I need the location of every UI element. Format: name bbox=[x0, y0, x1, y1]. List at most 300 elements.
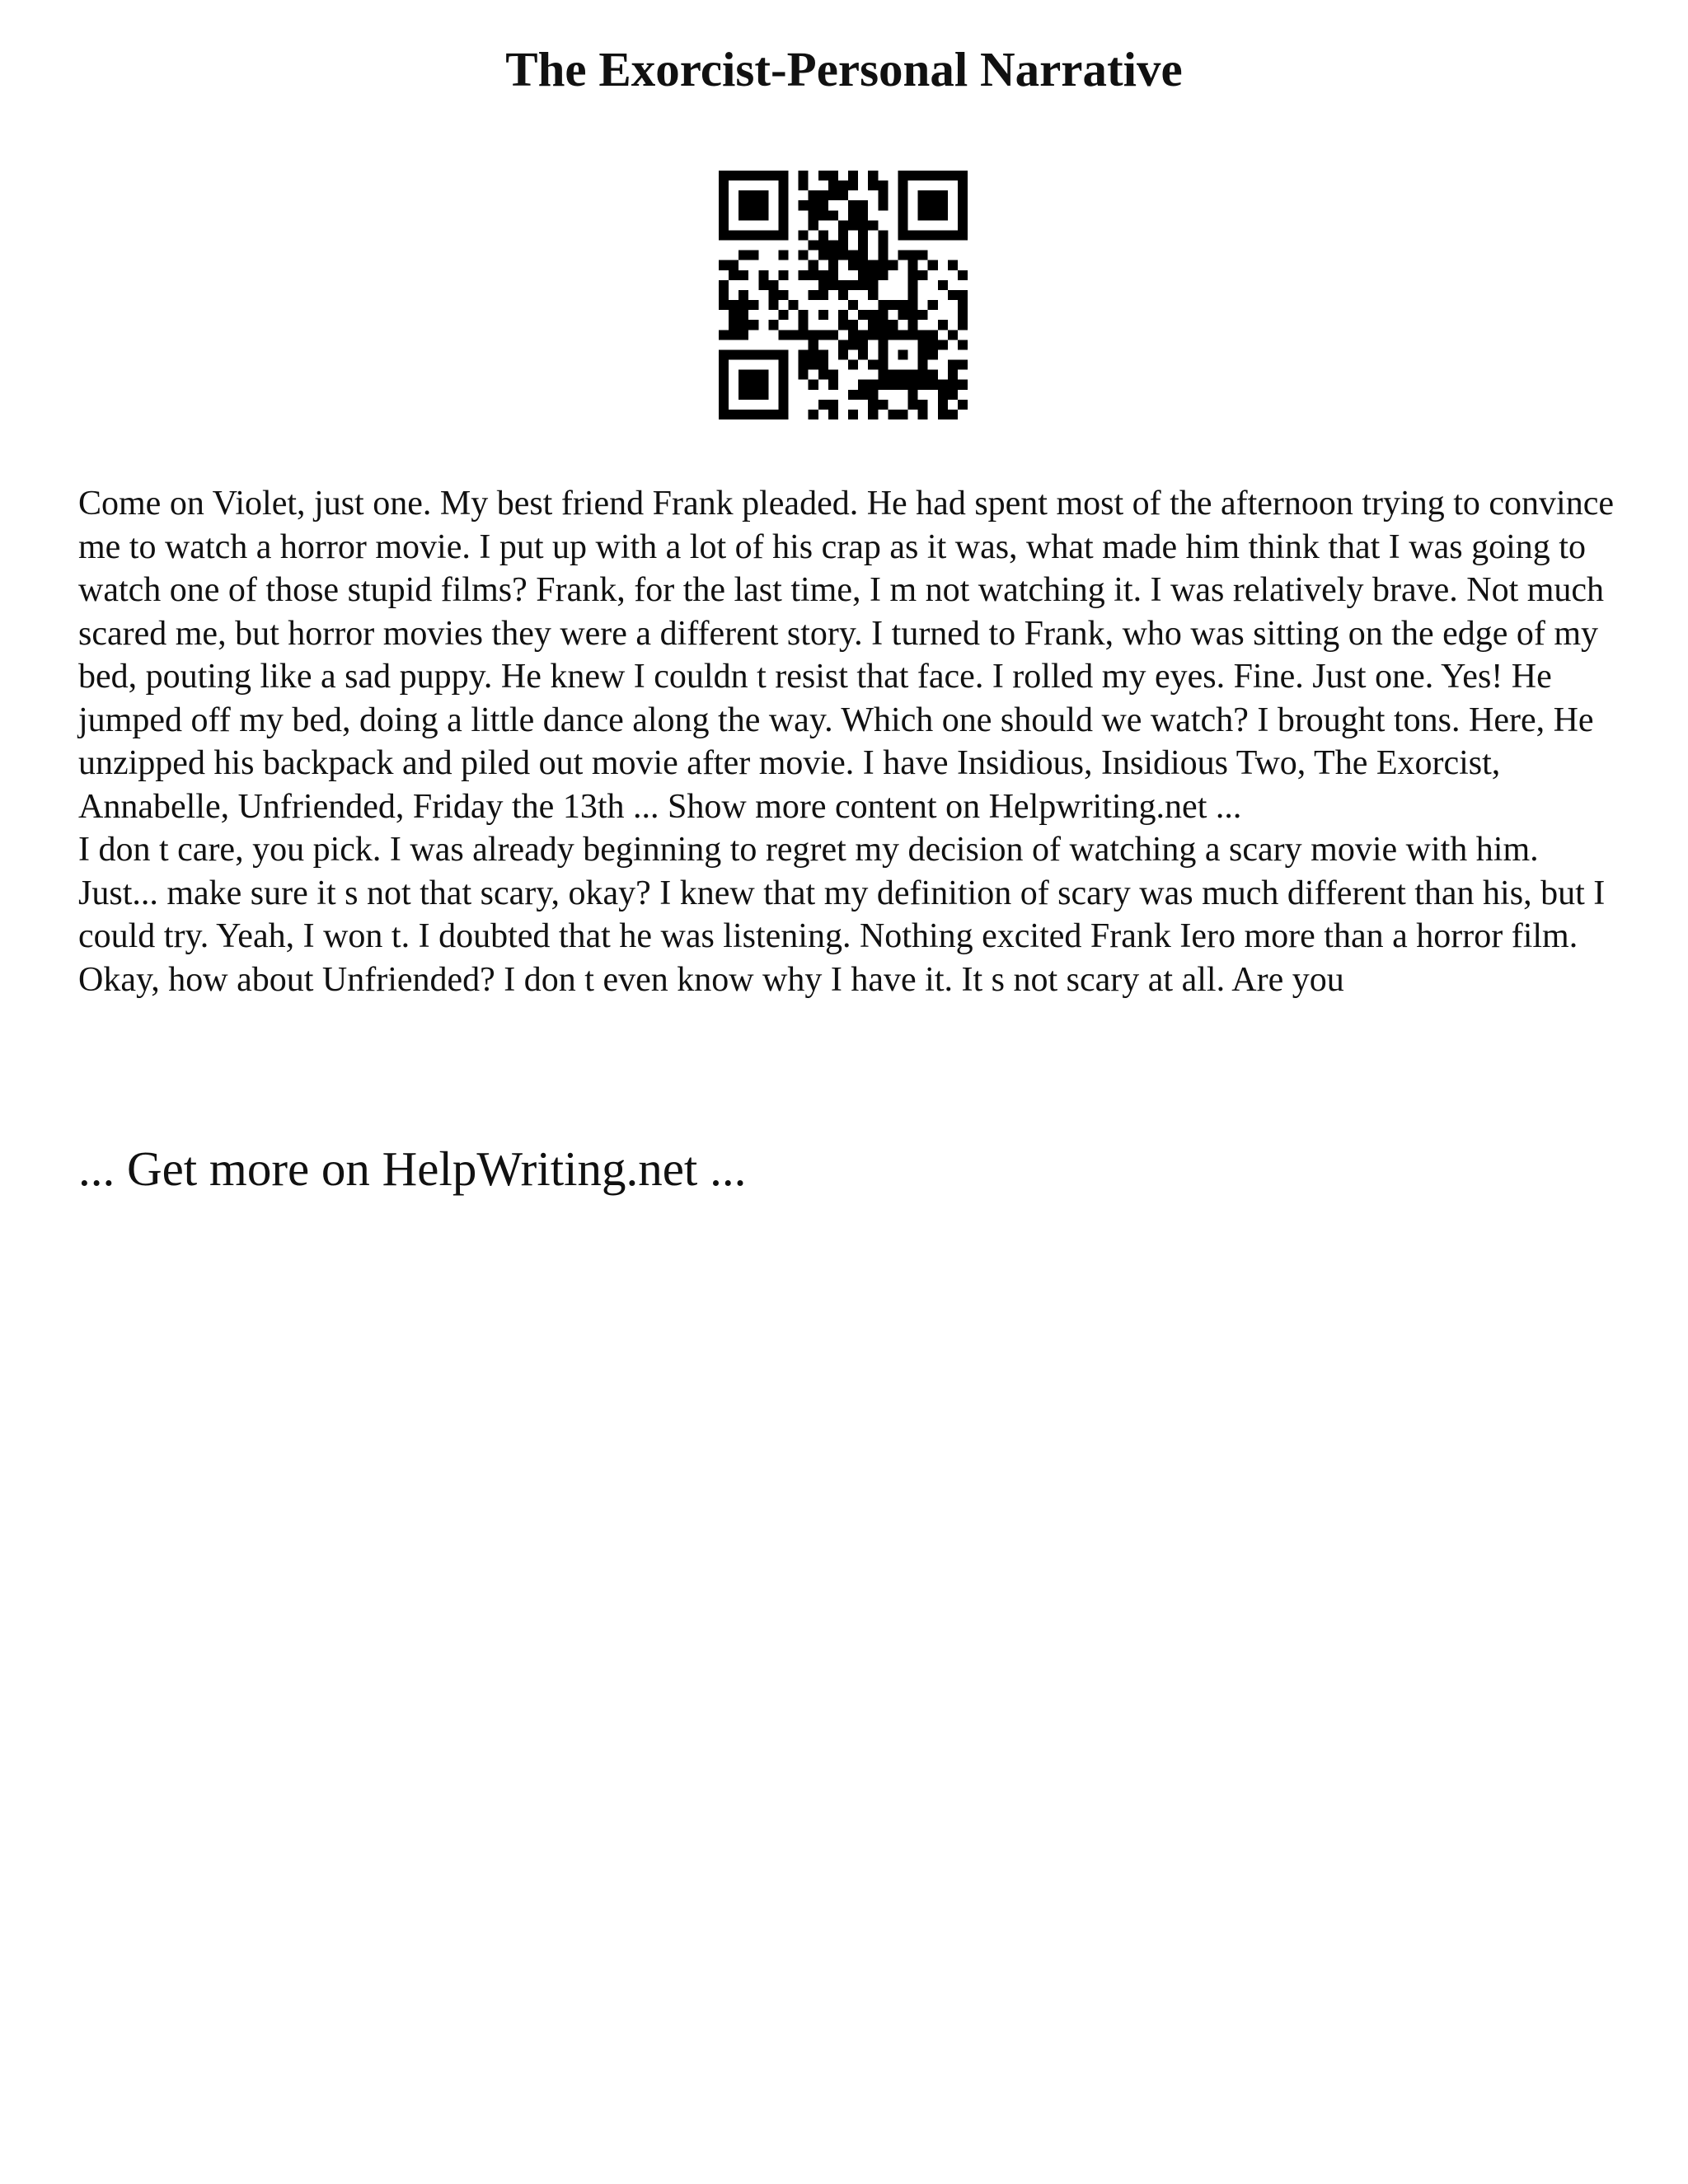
qr-module bbox=[768, 320, 778, 330]
qr-module bbox=[778, 220, 788, 230]
qr-module bbox=[758, 390, 768, 400]
qr-module bbox=[878, 190, 888, 200]
qr-module bbox=[878, 380, 888, 390]
qr-module bbox=[729, 300, 738, 310]
qr-module bbox=[778, 251, 788, 260]
qr-module bbox=[868, 410, 878, 419]
qr-module bbox=[738, 190, 748, 200]
qr-module bbox=[799, 230, 809, 240]
qr-module bbox=[838, 310, 848, 320]
qr-module bbox=[778, 310, 788, 320]
qr-module bbox=[958, 340, 968, 349]
qr-module bbox=[898, 251, 907, 260]
qr-module bbox=[848, 320, 858, 330]
qr-module bbox=[738, 320, 748, 330]
qr-module bbox=[818, 210, 828, 220]
qr-module bbox=[868, 280, 878, 290]
qr-module bbox=[818, 349, 828, 359]
qr-module bbox=[878, 300, 888, 310]
qr-module bbox=[868, 390, 878, 400]
qr-module bbox=[799, 320, 809, 330]
qr-module bbox=[838, 290, 848, 300]
qr-module bbox=[799, 330, 809, 340]
qr-module bbox=[799, 370, 809, 380]
qr-module bbox=[738, 410, 748, 419]
qr-module bbox=[918, 190, 928, 200]
qr-module bbox=[948, 410, 958, 419]
qr-module bbox=[818, 370, 828, 380]
qr-module bbox=[918, 410, 928, 419]
qr-module bbox=[778, 270, 788, 280]
qr-module bbox=[848, 340, 858, 349]
qr-module bbox=[719, 210, 729, 220]
qr-module bbox=[778, 330, 788, 340]
qr-module bbox=[758, 230, 768, 240]
qr-module bbox=[799, 349, 809, 359]
qr-module bbox=[748, 200, 758, 210]
qr-module bbox=[958, 190, 968, 200]
qr-module bbox=[799, 251, 809, 260]
qr-module bbox=[858, 340, 868, 349]
qr-module bbox=[898, 180, 907, 190]
qr-module bbox=[908, 320, 918, 330]
qr-module bbox=[898, 220, 907, 230]
qr-module bbox=[768, 300, 778, 310]
qr-module bbox=[778, 370, 788, 380]
qr-module bbox=[818, 230, 828, 240]
qr-module bbox=[748, 251, 758, 260]
qr-module bbox=[918, 349, 928, 359]
qr-module bbox=[908, 390, 918, 400]
qr-module bbox=[748, 300, 758, 310]
qr-module bbox=[868, 320, 878, 330]
qr-module bbox=[928, 230, 938, 240]
qr-module bbox=[809, 220, 818, 230]
qr-module bbox=[809, 200, 818, 210]
qr-module bbox=[858, 210, 868, 220]
qr-module bbox=[868, 330, 878, 340]
qr-module bbox=[908, 310, 918, 320]
qr-module bbox=[848, 300, 858, 310]
qr-module bbox=[858, 230, 868, 240]
qr-module bbox=[758, 200, 768, 210]
qr-module bbox=[828, 210, 838, 220]
qr-module bbox=[838, 241, 848, 251]
qr-module bbox=[719, 180, 729, 190]
qr-module bbox=[758, 410, 768, 419]
qr-module bbox=[948, 330, 958, 340]
qr-module bbox=[809, 241, 818, 251]
qr-module bbox=[778, 190, 788, 200]
qr-module bbox=[858, 260, 868, 270]
qr-module bbox=[818, 270, 828, 280]
qr-module bbox=[738, 390, 748, 400]
qr-module bbox=[809, 260, 818, 270]
qr-module bbox=[948, 370, 958, 380]
qr-module bbox=[809, 270, 818, 280]
qr-module bbox=[809, 380, 818, 390]
qr-module bbox=[748, 320, 758, 330]
qr-module bbox=[748, 410, 758, 419]
qr-module bbox=[848, 410, 858, 419]
document-title: The Exorcist-Personal Narrative bbox=[505, 42, 1183, 96]
qr-module bbox=[719, 370, 729, 380]
qr-module bbox=[758, 370, 768, 380]
qr-module bbox=[738, 300, 748, 310]
qr-module bbox=[758, 349, 768, 359]
qr-module bbox=[828, 260, 838, 270]
qr-module bbox=[858, 390, 868, 400]
get-more-link[interactable]: ... Get more on HelpWriting.net ... bbox=[78, 1141, 747, 1196]
qr-module bbox=[778, 290, 788, 300]
qr-module bbox=[809, 340, 818, 349]
qr-module bbox=[918, 380, 928, 390]
qr-module bbox=[738, 310, 748, 320]
qr-module bbox=[958, 380, 968, 390]
qr-module bbox=[818, 241, 828, 251]
qr-module bbox=[768, 230, 778, 240]
qr-module bbox=[898, 190, 907, 200]
qr-module bbox=[898, 230, 907, 240]
qr-module bbox=[958, 220, 968, 230]
qr-module bbox=[719, 330, 729, 340]
qr-module bbox=[868, 310, 878, 320]
qr-module bbox=[878, 320, 888, 330]
qr-module bbox=[918, 230, 928, 240]
qr-module bbox=[958, 290, 968, 300]
qr-module bbox=[898, 310, 907, 320]
qr-module bbox=[878, 270, 888, 280]
qr-module bbox=[958, 230, 968, 240]
qr-module bbox=[938, 400, 948, 410]
body-text bbox=[78, 482, 1620, 1001]
qr-module bbox=[878, 230, 888, 240]
qr-module bbox=[938, 190, 948, 200]
qr-module bbox=[848, 330, 858, 340]
qr-module bbox=[898, 330, 907, 340]
qr-module bbox=[858, 349, 868, 359]
qr-module bbox=[818, 171, 828, 180]
qr-module bbox=[729, 270, 738, 280]
qr-module bbox=[948, 390, 958, 400]
qr-module bbox=[729, 320, 738, 330]
qr-module bbox=[868, 380, 878, 390]
qr-module bbox=[888, 300, 898, 310]
qr-module bbox=[868, 270, 878, 280]
qr-module bbox=[809, 190, 818, 200]
qr-module bbox=[758, 171, 768, 180]
qr-module bbox=[778, 400, 788, 410]
qr-module bbox=[848, 200, 858, 210]
qr-module bbox=[868, 220, 878, 230]
qr-module bbox=[778, 230, 788, 240]
qr-module bbox=[918, 360, 928, 370]
qr-module bbox=[818, 251, 828, 260]
qr-module bbox=[758, 210, 768, 220]
qr-module bbox=[908, 270, 918, 280]
qr-module bbox=[748, 390, 758, 400]
qr-module bbox=[938, 410, 948, 419]
qr-module bbox=[789, 330, 799, 340]
qr-module bbox=[748, 230, 758, 240]
qr-module bbox=[868, 360, 878, 370]
qr-module bbox=[858, 280, 868, 290]
qr-module bbox=[719, 220, 729, 230]
qr-module bbox=[719, 390, 729, 400]
qr-module bbox=[719, 360, 729, 370]
qr-module bbox=[918, 270, 928, 280]
qr-module bbox=[928, 370, 938, 380]
qr-module bbox=[778, 410, 788, 419]
qr-module bbox=[848, 220, 858, 230]
qr-module bbox=[768, 171, 778, 180]
qr-module bbox=[918, 200, 928, 210]
qr-module bbox=[748, 370, 758, 380]
qr-module bbox=[748, 349, 758, 359]
qr-module bbox=[958, 200, 968, 210]
qr-module bbox=[818, 360, 828, 370]
qr-module bbox=[958, 400, 968, 410]
qr-module bbox=[908, 260, 918, 270]
qr-module bbox=[828, 400, 838, 410]
qr-module bbox=[838, 230, 848, 240]
qr-module bbox=[898, 210, 907, 220]
qr-module bbox=[738, 380, 748, 390]
qr-module bbox=[858, 330, 868, 340]
qr-module bbox=[918, 310, 928, 320]
qr-module bbox=[868, 400, 878, 410]
qr-module bbox=[799, 360, 809, 370]
qr-module bbox=[858, 241, 868, 251]
qr-module bbox=[898, 200, 907, 210]
qr-module bbox=[858, 220, 868, 230]
qr-module bbox=[958, 270, 968, 280]
qr-module bbox=[948, 360, 958, 370]
qr-module bbox=[958, 320, 968, 330]
qr-module bbox=[958, 210, 968, 220]
qr-module bbox=[918, 251, 928, 260]
qr-module bbox=[838, 180, 848, 190]
qr-module bbox=[898, 349, 907, 359]
qr-module bbox=[908, 230, 918, 240]
qr-module bbox=[958, 171, 968, 180]
qr-module bbox=[809, 410, 818, 419]
qr-module bbox=[738, 210, 748, 220]
qr-module bbox=[719, 260, 729, 270]
qr-module bbox=[719, 410, 729, 419]
paragraph-1: Come on Violet, just one. My best friend Frank pleaded. He had spent most of the afternoon trying to convince me to watch a horror movie. I put up with a lot of his crap as it was, what made him think that I was going to watch one of those stupid films? Frank, for the last time, I m not watching it. I was relatively brave. Not much scared me, but horror movies they were a different story. I turned to Frank, who was sitting on the edge of my bed, pouting like a sad puppy. He knew I couldn t resist that face. I rolled my eyes. Fine. Just one. Yes! He jumped off my bed, doing a little dance along the way. Which one should we watch? I brought tons. Here, He unzipped his backpack and piled out movie after movie. I have Insidious, Insidious Two, The Exorcist, Annabelle, Unfriended, Friday the 13th ... Show more content on Helpwriting.net ... bbox=[78, 485, 1614, 826]
qr-module bbox=[778, 200, 788, 210]
qr-module bbox=[938, 171, 948, 180]
qr-module bbox=[888, 330, 898, 340]
qr-module bbox=[928, 171, 938, 180]
qr-module bbox=[729, 260, 738, 270]
qr-module bbox=[838, 220, 848, 230]
qr-module bbox=[748, 171, 758, 180]
qr-module bbox=[898, 171, 907, 180]
qr-module bbox=[868, 171, 878, 180]
qr-module bbox=[878, 180, 888, 190]
qr-module bbox=[748, 380, 758, 390]
qr-module bbox=[918, 210, 928, 220]
qr-module bbox=[878, 340, 888, 349]
qr-module bbox=[958, 310, 968, 320]
qr-module bbox=[878, 360, 888, 370]
qr-module bbox=[878, 349, 888, 359]
qr-module bbox=[828, 370, 838, 380]
qr-module bbox=[758, 270, 768, 280]
qr-module bbox=[719, 290, 729, 300]
qr-module bbox=[938, 210, 948, 220]
qr-module bbox=[848, 260, 858, 270]
qr-module bbox=[828, 251, 838, 260]
qr-module bbox=[799, 310, 809, 320]
qr-module bbox=[738, 200, 748, 210]
qr-module bbox=[868, 180, 878, 190]
qr-module bbox=[898, 300, 907, 310]
qr-module bbox=[948, 290, 958, 300]
qr-module bbox=[908, 330, 918, 340]
qr-module bbox=[918, 370, 928, 380]
qr-module bbox=[878, 400, 888, 410]
qr-module bbox=[738, 171, 748, 180]
qr-module bbox=[719, 380, 729, 390]
qr-module bbox=[868, 260, 878, 270]
qr-module bbox=[758, 190, 768, 200]
qr-module bbox=[848, 251, 858, 260]
qr-module bbox=[878, 200, 888, 210]
qr-module bbox=[948, 230, 958, 240]
qr-module bbox=[778, 390, 788, 400]
qr-module bbox=[878, 260, 888, 270]
qr-module bbox=[938, 380, 948, 390]
qr-module bbox=[888, 320, 898, 330]
qr-module bbox=[768, 410, 778, 419]
qr-module bbox=[948, 260, 958, 270]
qr-module bbox=[809, 330, 818, 340]
qr-module bbox=[719, 171, 729, 180]
qr-module bbox=[928, 349, 938, 359]
qr-module bbox=[738, 251, 748, 260]
qr-module bbox=[928, 190, 938, 200]
qr-module bbox=[729, 349, 738, 359]
qr-module bbox=[888, 410, 898, 419]
qr-module bbox=[888, 380, 898, 390]
qr-module bbox=[848, 171, 858, 180]
qr-module bbox=[738, 370, 748, 380]
qr-module bbox=[799, 200, 809, 210]
qr-module bbox=[878, 310, 888, 320]
qr-module bbox=[878, 330, 888, 340]
paragraph-2: I don t care, you pick. I was already beginning to regret my decision of watching a scary movie with him. Just... make sure it s not that scary, okay? I knew that my definition of scary was much different than his, but I could try. Yeah, I won t. I doubted that he was listening. Nothing excited Frank Iero more than a horror film. Okay, how about Unfriended? I don t even know why I have it. It s not scary at all. Are you bbox=[78, 831, 1606, 999]
qr-module bbox=[828, 270, 838, 280]
qr-module bbox=[748, 190, 758, 200]
qr-module bbox=[799, 270, 809, 280]
qr-module bbox=[858, 380, 868, 390]
qr-module bbox=[908, 251, 918, 260]
qr-module bbox=[898, 410, 907, 419]
qr-module bbox=[878, 241, 888, 251]
qr-module bbox=[838, 251, 848, 260]
qr-module bbox=[868, 290, 878, 300]
qr-module bbox=[918, 330, 928, 340]
qr-module bbox=[858, 310, 868, 320]
qr-module bbox=[928, 340, 938, 349]
qr-module bbox=[729, 330, 738, 340]
qr-module bbox=[888, 370, 898, 380]
qr-module bbox=[729, 310, 738, 320]
qr-module bbox=[809, 349, 818, 359]
qr-module bbox=[778, 171, 788, 180]
qr-module bbox=[928, 380, 938, 390]
qr-module bbox=[818, 330, 828, 340]
qr-module bbox=[778, 380, 788, 390]
qr-module bbox=[729, 171, 738, 180]
qr-module bbox=[918, 171, 928, 180]
qr-module bbox=[818, 290, 828, 300]
qr-module bbox=[778, 349, 788, 359]
qr-module bbox=[898, 370, 907, 380]
qr-module bbox=[958, 300, 968, 310]
qr-module bbox=[799, 171, 809, 180]
qr-module bbox=[938, 320, 948, 330]
qr-code-icon[interactable] bbox=[719, 171, 968, 419]
qr-module bbox=[838, 190, 848, 200]
qr-module bbox=[719, 300, 729, 310]
qr-module bbox=[898, 380, 907, 390]
qr-module bbox=[928, 260, 938, 270]
qr-module bbox=[938, 200, 948, 210]
qr-module bbox=[948, 171, 958, 180]
qr-module bbox=[828, 190, 838, 200]
qr-module bbox=[888, 260, 898, 270]
qr-module bbox=[848, 360, 858, 370]
qr-module bbox=[778, 210, 788, 220]
qr-module bbox=[738, 270, 748, 280]
qr-module bbox=[908, 300, 918, 310]
qr-module bbox=[818, 400, 828, 410]
qr-module bbox=[738, 349, 748, 359]
qr-module bbox=[789, 300, 799, 310]
qr-module bbox=[719, 400, 729, 410]
qr-module bbox=[848, 210, 858, 220]
qr-module bbox=[818, 190, 828, 200]
qr-module bbox=[818, 310, 828, 320]
qr-module bbox=[809, 210, 818, 220]
qr-module bbox=[778, 360, 788, 370]
qr-module bbox=[908, 290, 918, 300]
qr-module bbox=[828, 280, 838, 290]
qr-module bbox=[809, 290, 818, 300]
qr-module bbox=[938, 340, 948, 349]
qr-module bbox=[768, 290, 778, 300]
qr-module bbox=[758, 380, 768, 390]
qr-module bbox=[908, 370, 918, 380]
qr-module bbox=[768, 349, 778, 359]
qr-module bbox=[828, 241, 838, 251]
qr-module bbox=[878, 251, 888, 260]
qr-module bbox=[748, 210, 758, 220]
qr-module bbox=[908, 380, 918, 390]
qr-module bbox=[778, 180, 788, 190]
qr-module bbox=[738, 330, 748, 340]
qr-module bbox=[738, 290, 748, 300]
qr-module bbox=[928, 330, 938, 340]
qr-module bbox=[838, 340, 848, 349]
qr-module bbox=[719, 200, 729, 210]
qr-module bbox=[828, 171, 838, 180]
qr-module bbox=[948, 380, 958, 390]
